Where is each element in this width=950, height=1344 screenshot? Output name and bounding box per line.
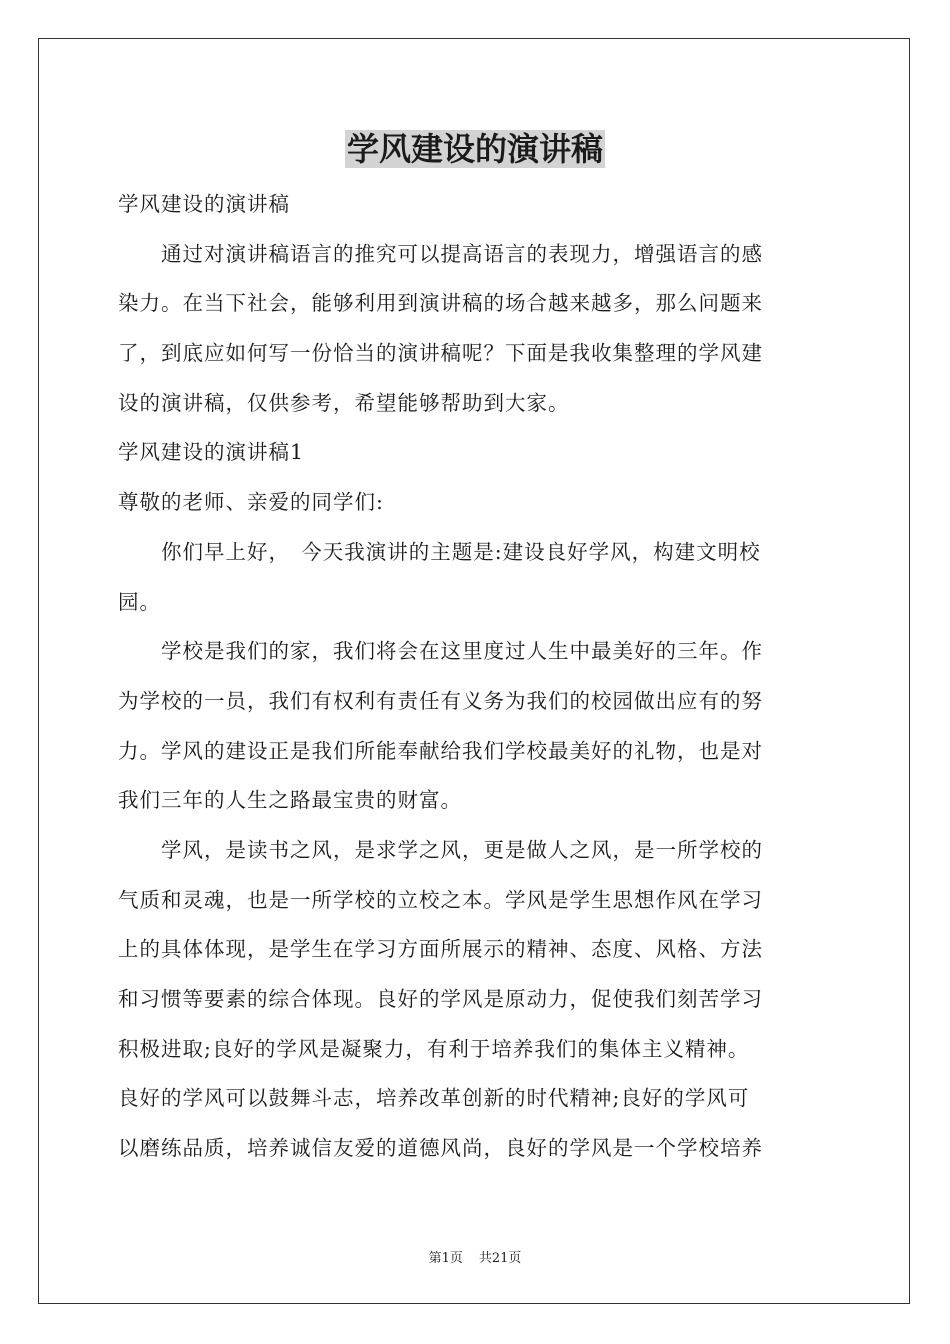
text-line: 积极进取;良好的学风是凝聚力，有利于培养我们的集体主义精神。 [118,1036,750,1061]
text-line: 尊敬的老师、亲爱的同学们: [118,490,384,515]
page-number: 第1页 [428,1251,463,1266]
document-body [118,180,834,1174]
text-line: 你们早上好， 今天我演讲的主题是:建设良好学风，构建文明校 [118,539,761,564]
text-line: 力。学风的建设正是我们所能奉献给我们学校最美好的礼物，也是对 [118,738,763,763]
text-line: 通过对演讲稿语言的推究可以提高语言的表现力，增强语言的感 [118,241,763,266]
text-line: 和习惯等要素的综合体现。良好的学风是原动力，促使我们刻苦学习 [118,987,763,1011]
text-line: 染力。在当下社会，能够利用到演讲稿的场合越来越多，那么问题来 [118,291,763,316]
document-title-text: 学风建设的演讲稿 [346,130,603,168]
text-line: 上的具体体现，是学生在学习方面所展示的精神、态度、风格、方法 [118,937,763,962]
text-line: 以磨练品质，培养诚信友爱的道德风尚，良好的学风是一个学校培养 [118,1136,763,1161]
text-line: 良好的学风可以鼓舞斗志，培养改革创新的时代精神;良好的学风可 [118,1086,750,1111]
page-footer [0,1247,950,1266]
text-line: 为学校的一员，我们有权利有责任有义务为我们的校园做出应有的努 [118,688,763,713]
text-line: 了，到底应如何写一份恰当的演讲稿呢？下面是我收集整理的学风建 [118,341,763,366]
text-line: 气质和灵魂，也是一所学校的立校之本。学风是学生思想作风在学习 [118,887,763,912]
text-line: 设的演讲稿，仅供参考，希望能够帮助到大家。 [118,390,570,415]
text-line: 学风，是读书之风，是求学之风，更是做人之风，是一所学校的 [118,837,763,862]
text-line: 我们三年的人生之路最宝贵的财富。 [118,788,462,813]
text-line: 学校是我们的家，我们将会在这里度过人生中最美好的三年。作 [118,639,763,664]
text-line: 园。 [118,589,161,614]
text-line: 学风建设的演讲稿 [118,192,290,216]
text-line: 学风建设的演讲稿1 [118,440,305,465]
document-title [0,126,950,172]
page-total: 共21页 [478,1251,522,1266]
